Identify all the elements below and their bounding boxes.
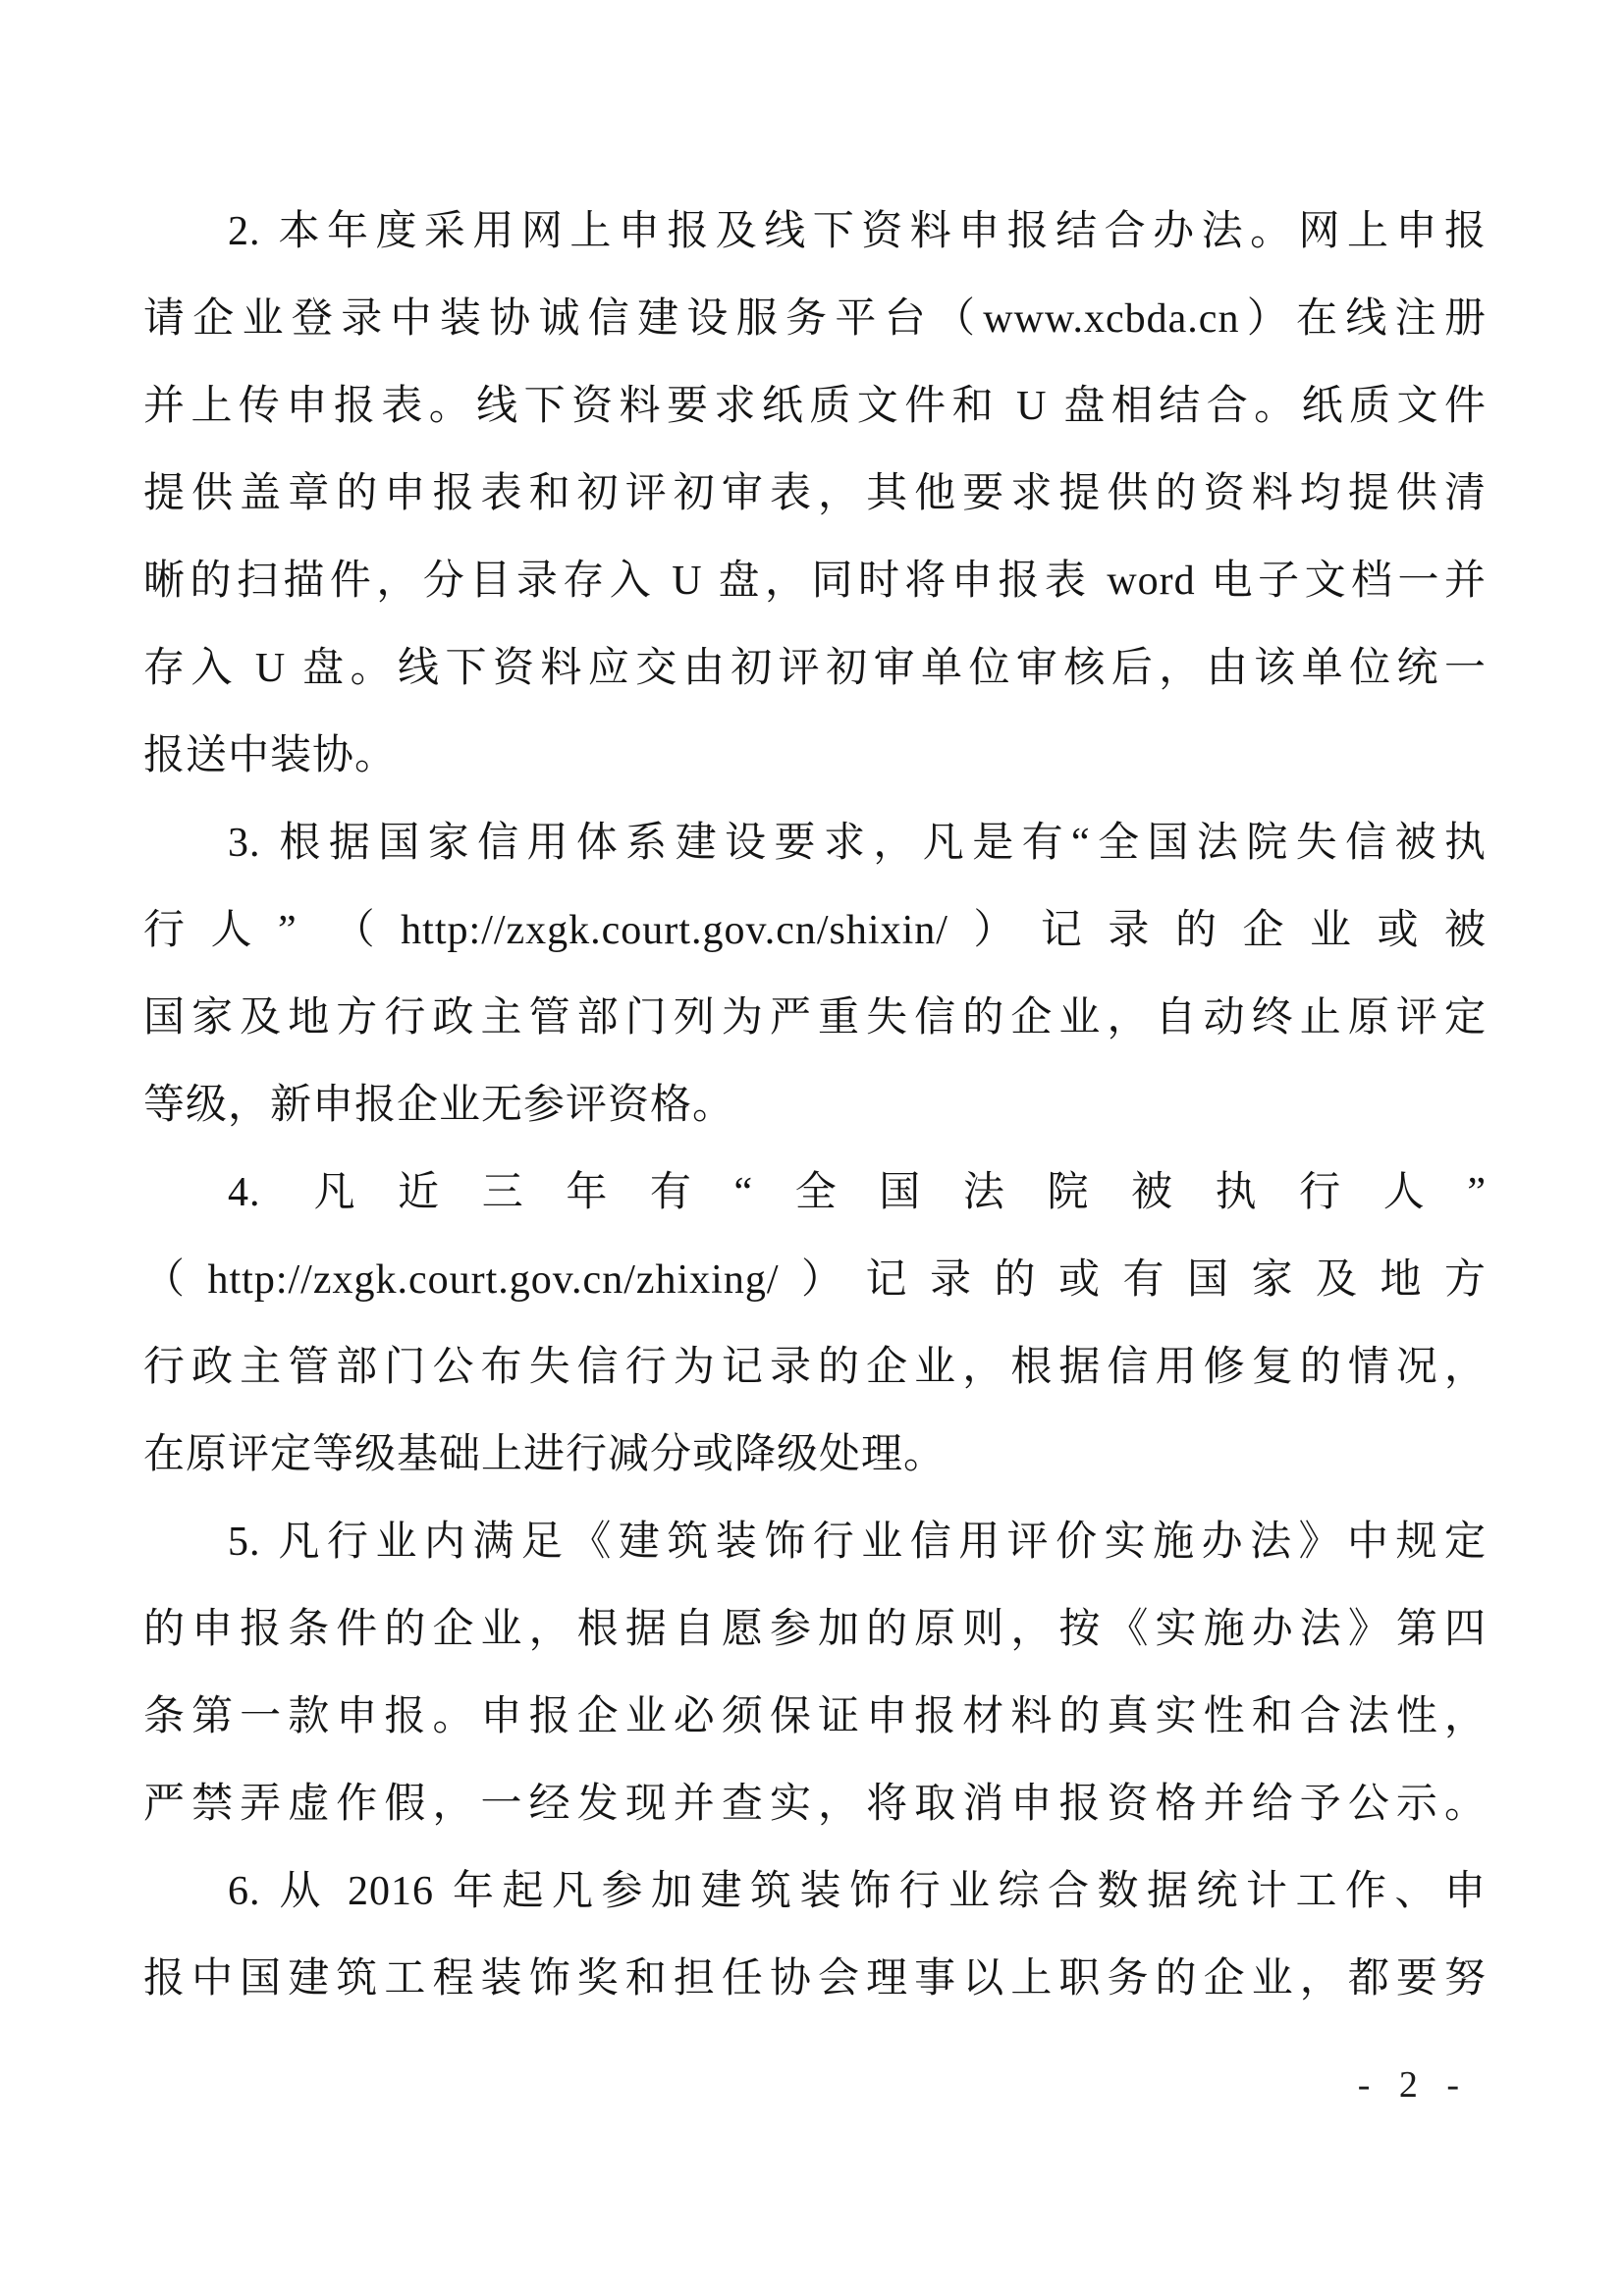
para-4-line-3: 行政主管部门公布失信行为记录的企业，根据信用修复的情况， — [143, 1345, 1487, 1390]
para-2-line-6: 存入 U 盘。线下资料应交由初评初审单位审核后，由该单位统一 — [143, 646, 1487, 691]
paragraph-3 — [143, 800, 1487, 1149]
document-body — [143, 188, 1487, 2023]
paragraph-2 — [143, 188, 1487, 800]
para-2-line-4: 提供盖章的申报表和初评初审表，其他要求提供的资料均提供清 — [143, 471, 1487, 516]
para-2-line-7: 报送中装协。 — [143, 733, 398, 778]
para-4-line-1: 4. 凡近三年有“全国法院被执行人” — [228, 1170, 1487, 1215]
para-5-line-1: 5. 凡行业内满足《建筑装饰行业信用评价实施办法》中规定 — [228, 1520, 1487, 1565]
para-6-line-2: 报中国建筑工程装饰奖和担任协会理事以上职务的企业，都要努 — [143, 1956, 1487, 2002]
paragraph-4 — [143, 1149, 1487, 1499]
para-3-line-4: 等级，新申报企业无参评资格。 — [143, 1083, 735, 1128]
para-6-line-1: 6. 从 2016 年起凡参加建筑装饰行业综合数据统计工作、申 — [228, 1869, 1487, 1914]
para-3-line-3: 国家及地方行政主管部门列为严重失信的企业，自动终止原评定 — [143, 995, 1487, 1041]
para-3-line-1: 3. 根据国家信用体系建设要求，凡是有“全国法院失信被执 — [228, 821, 1487, 866]
para-2-line-5: 晰的扫描件，分目录存入 U 盘，同时将申报表 word 电子文档一并 — [143, 559, 1487, 604]
page-number: - 2 - — [1357, 2064, 1469, 2106]
para-4-line-4: 在原评定等级基础上进行减分或降级处理。 — [143, 1432, 947, 1477]
para-3-line-2: 行人” （http://zxgk.court.gov.cn/shixin/）记录的企业或被 — [143, 908, 1487, 953]
para-5-line-2: 的申报条件的企业，根据自愿参加的原则，按《实施办法》第四 — [143, 1607, 1487, 1652]
para-2-line-2: 请企业登录中装协诚信建设服务平台（www.xcbda.cn）在线注册 — [143, 296, 1487, 342]
para-5-line-3: 条第一款申报。申报企业必须保证申报材料的真实性和合法性， — [143, 1694, 1487, 1739]
para-5-line-4: 严禁弄虚作假，一经发现并查实，将取消申报资格并给予公示。 — [143, 1782, 1487, 1827]
para-2-line-1: 2. 本年度采用网上申报及线下资料申报结合办法。网上申报 — [228, 209, 1487, 254]
para-4-line-2: （http://zxgk.court.gov.cn/zhixing/）记录的或有国家及地方 — [143, 1257, 1487, 1303]
paragraph-6 — [143, 1848, 1487, 2023]
paragraph-5 — [143, 1499, 1487, 1848]
para-2-line-3: 并上传申报表。线下资料要求纸质文件和 U 盘相结合。纸质文件 — [143, 384, 1487, 429]
